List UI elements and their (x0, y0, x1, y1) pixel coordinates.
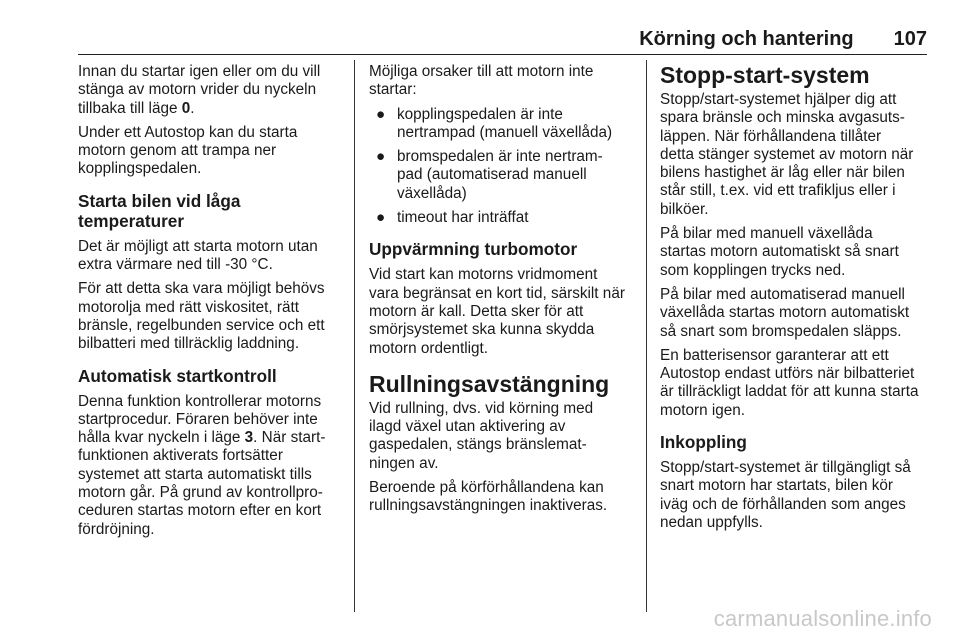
text-line: står still, t.ex. vid ett trafikljus eller i (660, 182, 896, 200)
paragraph (78, 63, 346, 118)
text-line (78, 429, 346, 447)
text-line: gaspedalen, stängs bränslemat- (369, 436, 587, 454)
text-line: motorn ordentligt. (369, 339, 489, 357)
paragraph (78, 124, 346, 179)
text-line: Autostop endast utförs när bilbatteriet (660, 365, 915, 383)
text-line: startar: (369, 81, 417, 99)
text-line: startas motorn automatiskt så snart (660, 243, 899, 261)
text-line: nedan uppfylls. (660, 513, 763, 531)
column-2 (369, 63, 637, 522)
text-line: läppen. När förhållandena tillåter (660, 127, 882, 145)
list-item (369, 209, 637, 227)
watermark: carmanualsonline.info (713, 606, 932, 631)
text-line: För att detta ska vara möjligt behövs (78, 280, 325, 298)
text-line: En batterisensor garanterar att ett (660, 346, 889, 364)
text-line: bilens hastighet är låg eller när bilen (660, 164, 905, 182)
text-run: . (190, 99, 195, 117)
paragraph (78, 393, 346, 539)
main-heading: Stopp-start-system (660, 62, 870, 88)
text-line: På bilar med manuell växellåda (660, 225, 873, 243)
paragraph (78, 280, 346, 353)
page-number: 107 (893, 27, 927, 50)
paragraph (660, 286, 928, 341)
text-line: Vid start kan motorns vridmoment (369, 266, 598, 284)
text-line: startprocedur. Föraren behöver inte (78, 410, 318, 428)
column-3 (660, 63, 928, 538)
text-line: pad (automatiserad manuell (397, 166, 587, 184)
text-line: Under ett Autostop kan du starta (78, 123, 298, 141)
column-1 (78, 63, 346, 545)
text-run: . När start- (253, 429, 326, 447)
text-line: motorolja med rätt viskositet, rätt (78, 298, 300, 316)
text-line: Stopp/start-systemet hjälper dig att (660, 91, 897, 108)
paragraph (369, 400, 637, 473)
text-line: ilagd växel utan aktivering av (369, 418, 566, 436)
paragraph (369, 266, 637, 357)
text-line: smörjsystemet ska kunna skydda (369, 321, 595, 339)
column-divider-1 (354, 60, 355, 612)
bold-position-value: 0 (181, 99, 191, 117)
text-line: ningen av. (369, 454, 439, 472)
main-heading: Rullningsavstängning (369, 370, 610, 397)
text-line: så snart som bromspedalen släpps. (660, 322, 902, 340)
text-line: Innan du startar igen eller om du vill (78, 63, 321, 80)
text-line: Beroende på körförhållandena kan (369, 479, 604, 497)
text-line: bromspedalen är inte nertram- (397, 148, 603, 166)
text-line: motorn är kall. Detta sker för att (369, 302, 584, 320)
section-heading: Inkoppling (660, 432, 747, 453)
text-line: bilköer. (660, 200, 709, 218)
section-heading: Starta bilen vid låga temperaturer (78, 190, 241, 231)
bullet-icon: ● (376, 105, 386, 123)
bullet-icon: ● (376, 148, 386, 166)
text-line: stänga av motorn vrider du nyckeln (78, 81, 317, 99)
column-divider-2 (646, 60, 647, 612)
text-line: Denna funktion kontrollerar motorns (78, 392, 322, 410)
text-line: snart motorn har startats, bilen kör (660, 477, 893, 495)
bold-position-value: 3 (244, 429, 254, 447)
text-line: motorn genom att trampa ner (78, 142, 277, 160)
section-heading: Automatisk startkontroll (78, 365, 277, 386)
paragraph (78, 238, 346, 275)
bullet-icon: ● (376, 209, 386, 227)
text-line: På bilar med automatiserad manuell (660, 285, 905, 303)
paragraph (660, 225, 928, 280)
text-line: detta stänger systemet av motorn när (660, 145, 914, 163)
text-line: systemet att starta automatiskt tills (78, 465, 312, 483)
paragraph (369, 63, 637, 100)
page-header (78, 24, 927, 55)
text-line: som kopplingen trycks ned. (660, 261, 846, 279)
paragraph (660, 459, 928, 532)
text-line: spara bränsle och minska avgasuts- (660, 109, 905, 127)
paragraph (660, 347, 928, 420)
text-line: nertrampad (manuell växellåda) (397, 123, 613, 141)
text-line (78, 100, 346, 118)
text-line: är tillräckligt laddat för att kunna starta (660, 383, 919, 401)
text-line: motorn går. På grund av kontrollpro- (78, 484, 323, 502)
text-line: extra värmare ned till -30 °C. (78, 256, 273, 274)
text-line: funktionen aktiverats fortsätter (78, 447, 283, 465)
text-line: kopplingspedalen. (78, 160, 202, 178)
text-line: bränsle, regelbunden service och ett (78, 316, 325, 334)
text-line: kopplingspedalen är inte (397, 105, 563, 123)
bullet-list (369, 106, 637, 228)
list-item (369, 106, 637, 143)
paragraph (369, 479, 637, 516)
text-line: rullningsavstängningen inaktiveras. (369, 497, 608, 515)
text-run: tillbaka till läge (78, 99, 182, 117)
text-line: timeout har inträffat (397, 209, 529, 227)
text-line: Vid rullning, dvs. vid körning med (369, 399, 594, 417)
header-title: Körning och hantering (639, 27, 854, 50)
text-line: motorn igen. (660, 401, 746, 419)
text-line: bilbatteri med tillräcklig laddning. (78, 335, 300, 353)
text-line: ceduren startas motorn efter en kort (78, 502, 322, 520)
text-line: växellåda startas motorn automatiskt (660, 304, 910, 322)
text-run: hålla kvar nyckeln i läge (78, 429, 245, 447)
paragraph (660, 91, 928, 219)
text-line: Möjliga orsaker till att motorn inte (369, 63, 594, 80)
list-item (369, 148, 637, 203)
section-heading: Uppvärmning turbomotor (369, 239, 578, 260)
text-line: fördröjning. (78, 520, 155, 538)
text-line: Det är möjligt att starta motorn utan (78, 237, 318, 255)
text-line: växellåda) (397, 184, 467, 202)
text-line: iväg och de förhållanden som anges (660, 495, 906, 513)
text-line: vara begränsat en kort tid, särskilt när (369, 284, 625, 302)
text-line: Stopp/start-systemet är tillgängligt så (660, 459, 911, 477)
